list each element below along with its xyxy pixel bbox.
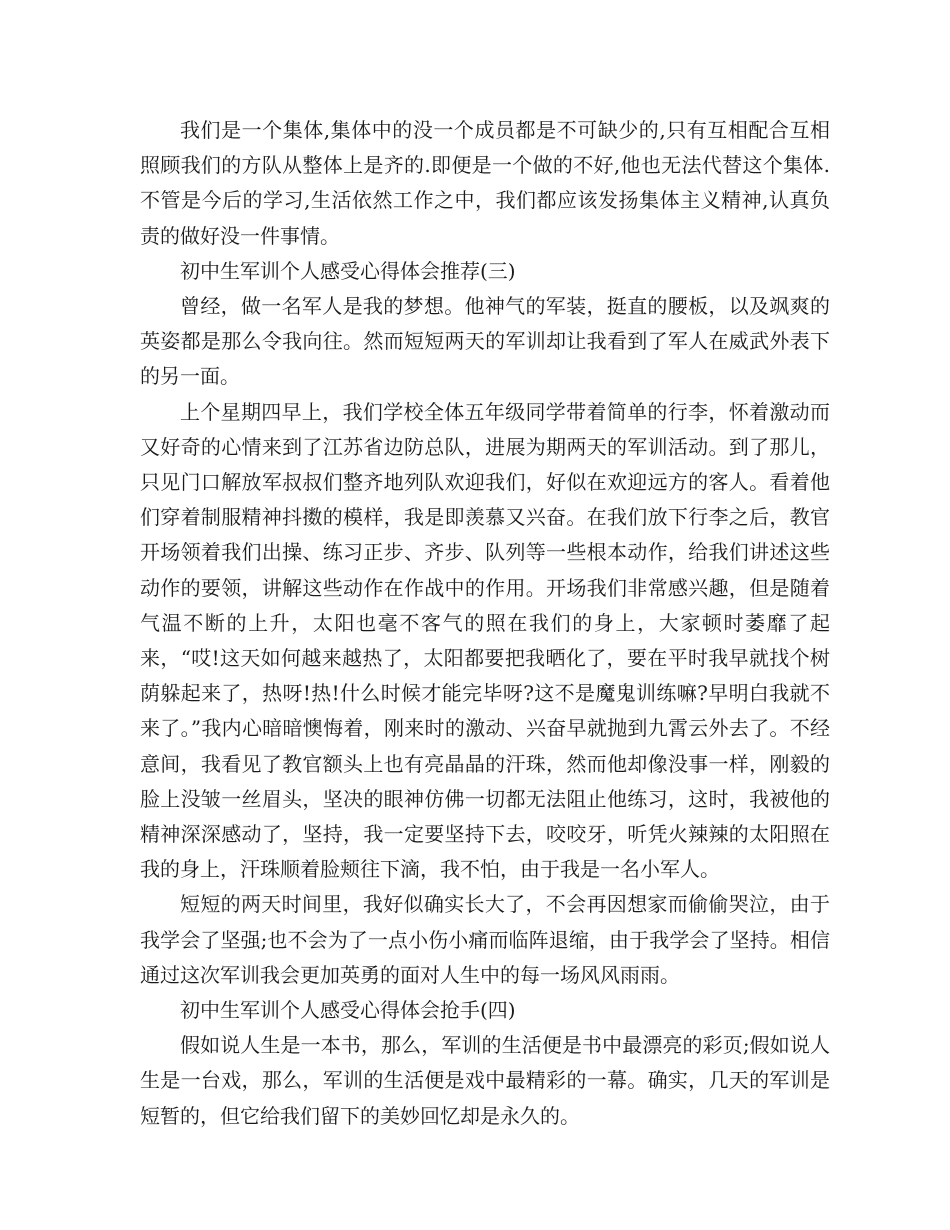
paragraph-training-story: 上个星期四早上，我们学校全体五年级同学带着简单的行李，怀着激动而又好奇的心情来到了江苏省边防总队，进展为期两天的军训活动。到了那儿，只见门口解放军叔叔们整齐地列队欢迎我们，好似在欢迎远方的客人。看着他们穿着制服精神抖擞的模样，我是即羡慕又兴奋。在我们放下行李之后，教官开场领着我们出操、练习正步、齐步、队列等一些根本动作，给我们讲述这些动作的要领，讲解这些动作在作战中的作用。开场我们非常感兴趣，但是随着气温不断的上升，太阳也毫不客气的照在我们的身上，大家顿时萎靡了起来，“哎!这天如何越来越热了，太阳都要把我晒化了，要在平时我早就找个树荫躲起来了，热呀!热!什么时候才能完毕呀?这不是魔鬼训练嘛?早明白我就不来了。”我内心暗暗懊悔着，刚来时的激动、兴奋早就抛到九霄云外去了。不经意间，我看见了教官额头上也有亮晶晶的汗珠，然而他却像没事一样，刚毅的脸上没皱一丝眉头，坚决的眼神仿佛一切都无法阻止他练习，这时，我被他的精神深深感动了，坚持，我一定要坚持下去，咬咬牙，听凭火辣辣的太阳照在我的身上，汗珠顺着脸颊往下滴，我不怕，由于我是一名小军人。: [140, 399, 830, 882]
paragraph-collective: 我们是一个集体,集体中的没一个成员都是不可缺少的,只有互相配合互相照顾我们的方队从整体上是齐的.即便是一个做的不好,他也无法代替这个集体.不管是今后的学习,生活依然工作之中，我们都应该发扬集体主义精神,认真负责的做好没一件事情。: [140, 118, 830, 248]
paragraph-grew-up: 短短的两天时间里，我好似确实长大了，不会再因想家而偷偷哭泣，由于我学会了坚强;也不会为了一点小伤小痛而临阵退缩，由于我学会了坚持。相信通过这次军训我会更加英勇的面对人生中的每一场风风雨雨。: [140, 892, 830, 987]
heading-part-4: 初中生军训个人感受心得体会抢手(四): [180, 998, 516, 1023]
document-body: [140, 113, 830, 1134]
paragraph-dream: 曾经，做一名军人是我的梦想。他神气的军装，挺直的腰板，以及飒爽的英姿都是那么令我向往。然而短短两天的军训却让我看到了军人在威武外表下的另一面。: [140, 294, 830, 389]
heading-part-3: 初中生军训个人感受心得体会推荐(三): [180, 258, 516, 283]
paragraph-life-book: 假如说人生是一本书，那么，军训的生活便是书中最漂亮的彩页;假如说人生是一台戏，那么，军训的生活便是戏中最精彩的一幕。确实，几天的军训是短暂的，但它给我们留下的美妙回忆却是永久的。: [140, 1033, 830, 1128]
